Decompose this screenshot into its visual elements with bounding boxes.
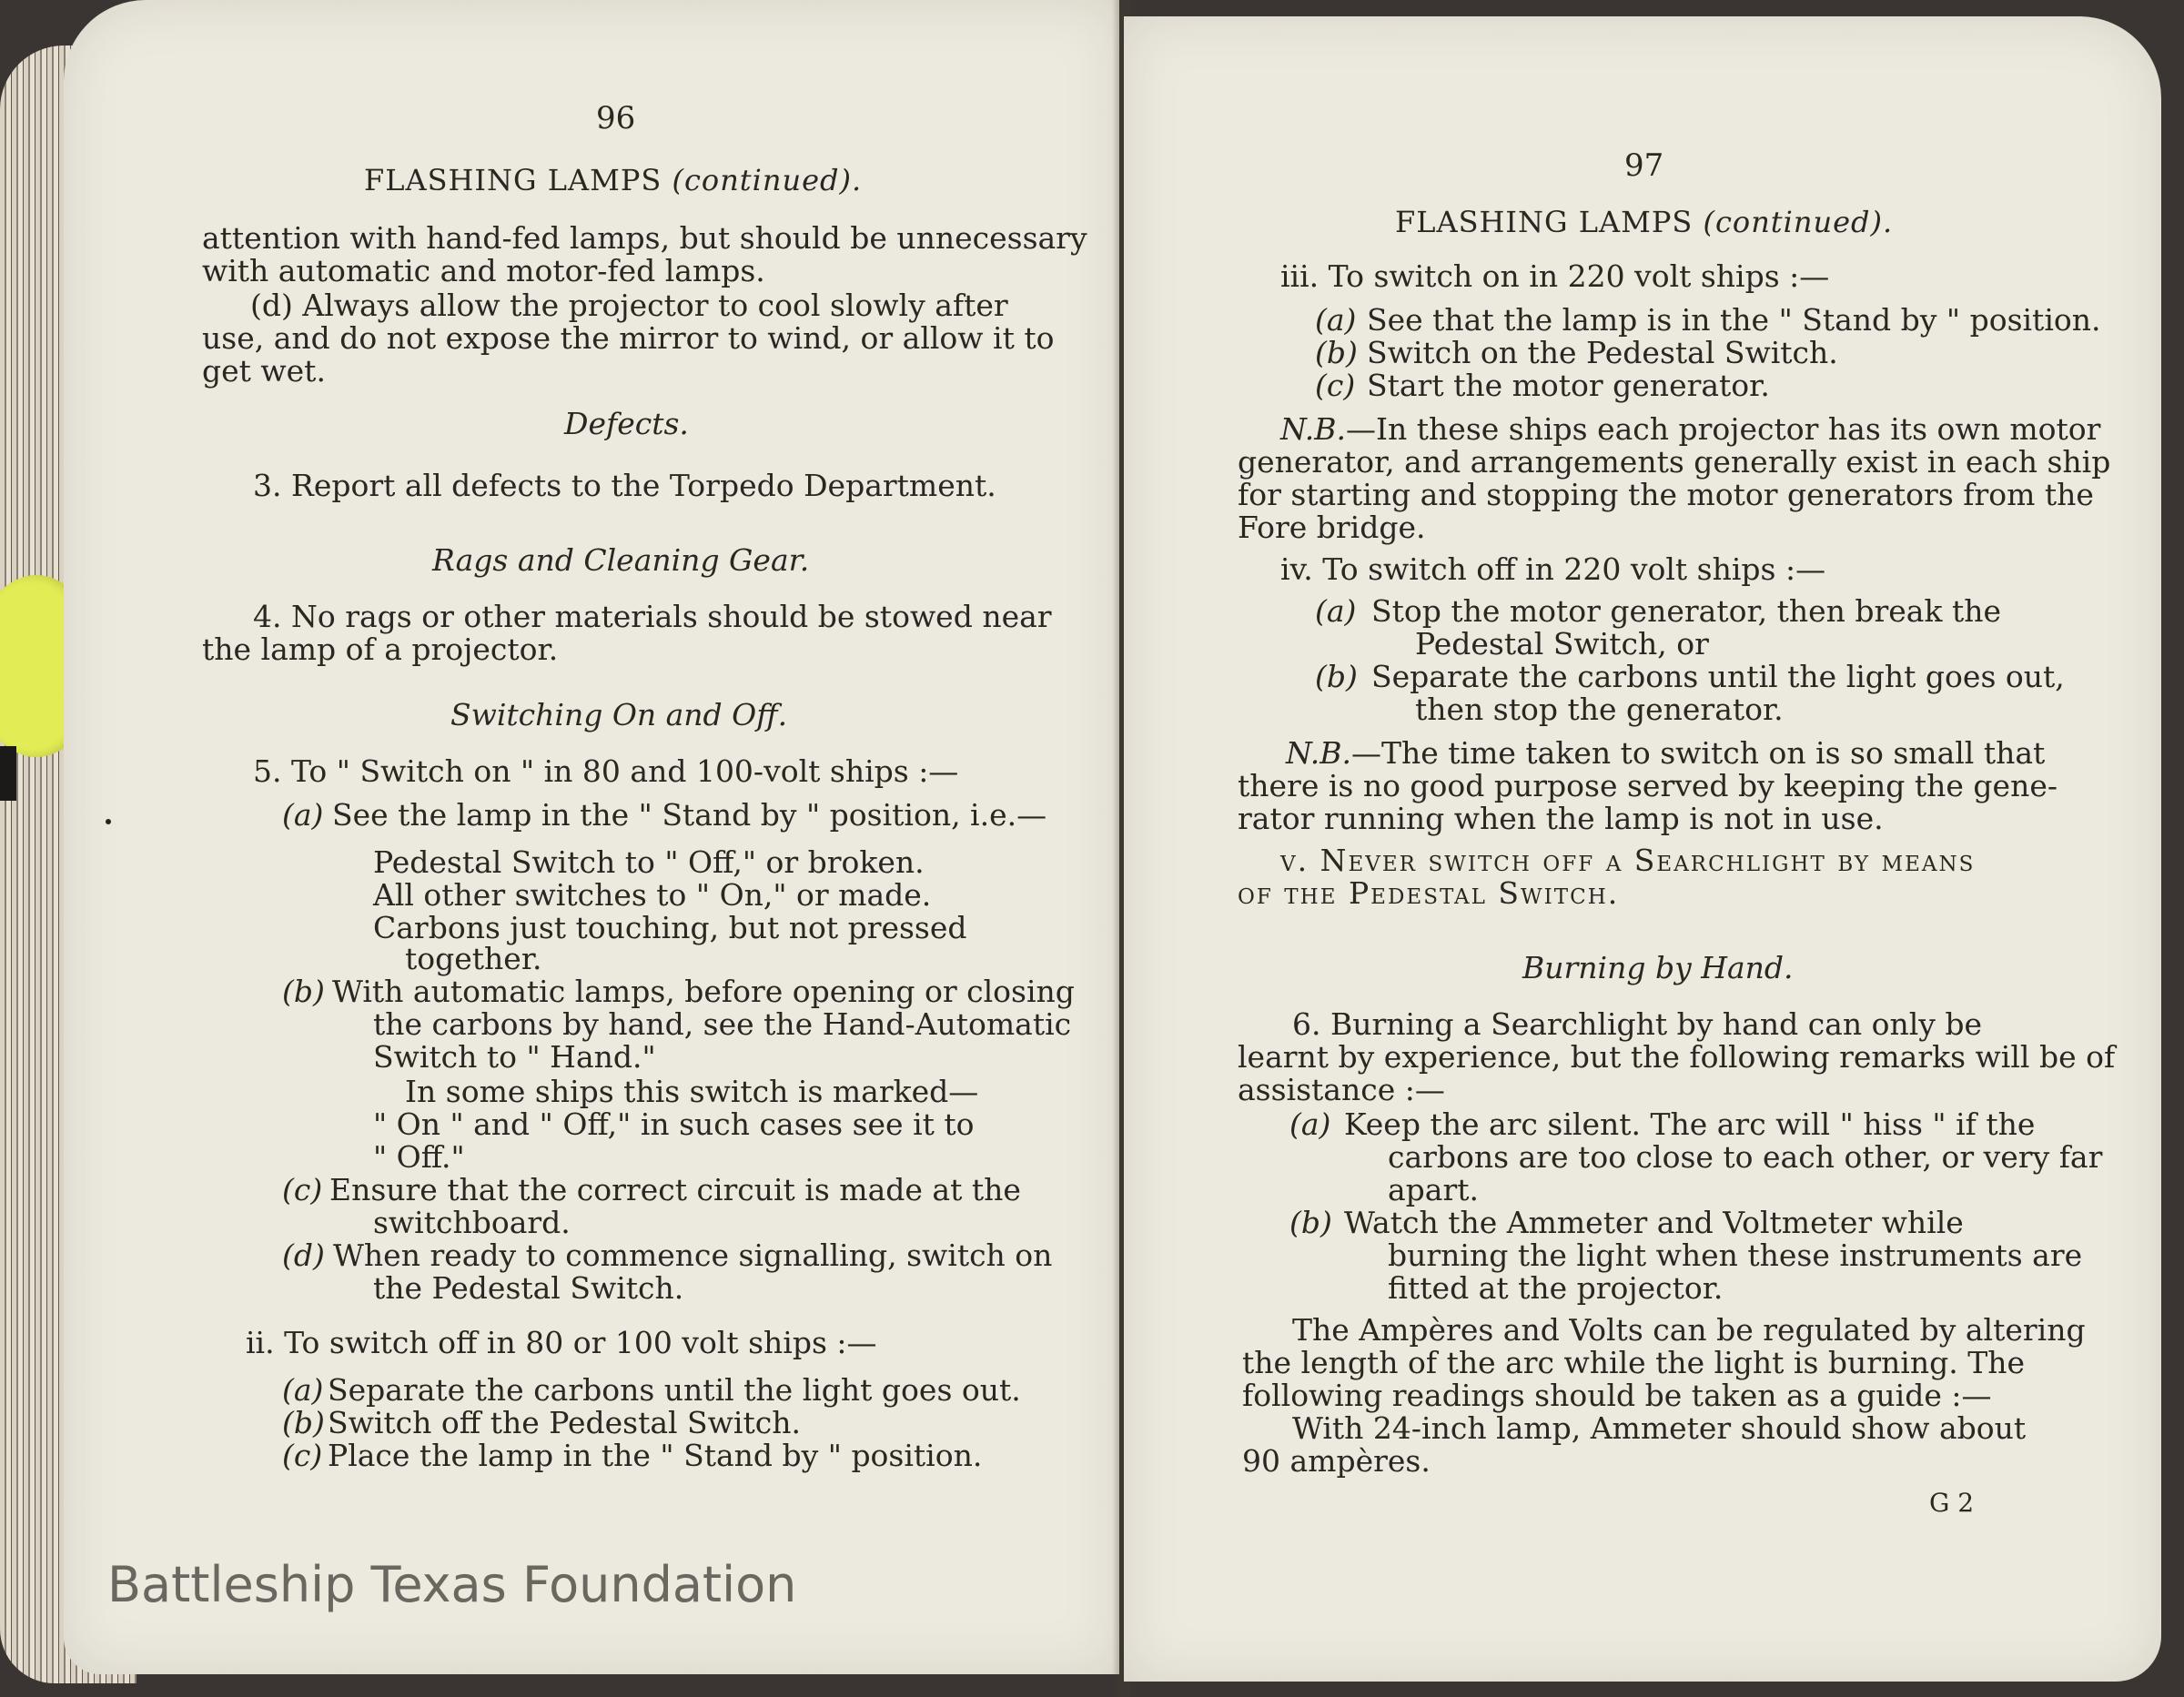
page-number: 97 — [1624, 147, 1664, 184]
item-label: (c) — [282, 1438, 323, 1473]
text-line: generator, and arrangements generally exist in each ship — [1238, 444, 2111, 480]
text-line: The Ampères and Volts can be regulated by altering — [1292, 1312, 2086, 1348]
text-line: carbons are too close to each other, or very far — [1388, 1139, 2103, 1175]
text-line: together. — [405, 941, 542, 976]
text-line: apart. — [1388, 1172, 1479, 1207]
section-heading: Rags and Cleaning Gear. — [432, 542, 810, 578]
text-line: the length of the arc while the light is burning. The — [1242, 1345, 2026, 1380]
text-line: In some ships this switch is marked— — [405, 1074, 979, 1109]
section-heading: Switching On and Off. — [450, 697, 788, 732]
text-line: assistance :— — [1238, 1072, 1445, 1107]
text-line: ii. To switch off in 80 or 100 volt ships :— — [246, 1325, 877, 1360]
text-line: attention with hand-fed lamps, but should be unnecessary — [202, 220, 1087, 256]
text-line: the Pedestal Switch. — [373, 1270, 684, 1306]
page-number: 96 — [596, 100, 636, 136]
item-label: (b) — [282, 1405, 325, 1440]
text-line: following readings should be taken as a guide :— — [1242, 1378, 1992, 1413]
text-line: iv. To switch off in 220 volt ships :— — [1280, 551, 1826, 587]
text-line: v. Never switch off a Searchlight by means — [1280, 843, 1976, 878]
text-line: Ensure that the correct circuit is made at the — [329, 1172, 1021, 1207]
item-label: (b) — [1289, 1205, 1332, 1240]
text-line: Keep the arc silent. The arc will " hiss " if the — [1344, 1106, 2036, 1142]
text-line: 4. No rags or other materials should be stowed near — [253, 599, 1052, 634]
text-line: the carbons by hand, see the Hand-Automatic — [373, 1006, 1072, 1042]
text-line: iii. To switch on in 220 volt ships :— — [1280, 258, 1830, 294]
text-line: 90 ampères. — [1242, 1443, 1431, 1479]
text-line: See the lamp in the " Stand by " position, i.e.— — [332, 797, 1047, 833]
page-heading: FLASHING LAMPS (continued). — [364, 163, 863, 197]
text-line: Separate the carbons until the light goes out. — [328, 1372, 1021, 1408]
text-line: get wet. — [202, 353, 326, 389]
text-line: Switch off the Pedestal Switch. — [328, 1405, 801, 1440]
item-label: (b) — [1315, 335, 1358, 370]
text-line: then stop the generator. — [1415, 692, 1784, 727]
text-line: Pedestal Switch, or — [1415, 626, 1709, 662]
text-line: Carbons just touching, but not pressed — [373, 910, 967, 945]
tab-shadow — [0, 746, 16, 801]
text-line: Watch the Ammeter and Voltmeter while — [1344, 1205, 1964, 1240]
item-label: (d) — [282, 1237, 325, 1273]
text-line: 3. Report all defects to the Torpedo Department. — [253, 468, 996, 503]
text-line: All other switches to " On," or made. — [373, 877, 932, 913]
text-line: of the Pedestal Switch. — [1238, 875, 1620, 911]
text-line: fitted at the projector. — [1388, 1270, 1724, 1306]
item-label: (c) — [282, 1172, 323, 1207]
text-line: there is no good purpose served by keeping the gene- — [1238, 768, 2058, 803]
text-line: With automatic lamps, before opening or closing — [332, 974, 1075, 1009]
text-line: Place the lamp in the " Stand by " position. — [328, 1438, 983, 1473]
section-heading: Burning by Hand. — [1522, 950, 1794, 985]
text-line: " On " and " Off," in such cases see it to — [373, 1106, 975, 1142]
text-line: (d) Always allow the projector to cool slowly after — [250, 288, 1008, 323]
item-label: (a) — [282, 1372, 324, 1408]
text-line: use, and do not expose the mirror to wind, or allow it to — [202, 320, 1055, 356]
text-line: With 24-inch lamp, Ammeter should show about — [1292, 1410, 2027, 1446]
item-label: (b) — [1315, 659, 1358, 694]
ink-speck — [106, 819, 111, 824]
text-line: Start the motor generator. — [1367, 368, 1770, 403]
section-heading: Defects. — [564, 406, 689, 441]
signature-mark: G 2 — [1929, 1488, 1975, 1518]
text-line: for starting and stopping the motor generators from the — [1238, 477, 2094, 512]
text-line: Separate the carbons until the light goes out, — [1371, 659, 2065, 694]
left-page — [64, 0, 1119, 1674]
item-label: (a) — [1315, 593, 1357, 629]
text-line: N.B.—The time taken to switch on is so small that — [1286, 735, 2046, 771]
item-label: (c) — [1315, 368, 1356, 403]
text-line: Switch to " Hand." — [373, 1039, 656, 1075]
text-line: See that the lamp is in the " Stand by " position. — [1367, 302, 2101, 338]
item-label: (a) — [1315, 302, 1357, 338]
text-line: 6. Burning a Searchlight by hand can only be — [1292, 1006, 1983, 1042]
text-line: with automatic and motor-fed lamps. — [202, 253, 765, 288]
text-line: " Off." — [373, 1139, 465, 1175]
item-label: (a) — [1289, 1106, 1331, 1142]
text-line: Stop the motor generator, then break the — [1371, 593, 2002, 629]
text-line: Pedestal Switch to " Off," or broken. — [373, 844, 925, 880]
text-line: Fore bridge. — [1238, 510, 1426, 545]
item-label: (b) — [282, 974, 325, 1009]
text-line: rator running when the lamp is not in use. — [1238, 801, 1884, 836]
page-heading: FLASHING LAMPS (continued). — [1395, 205, 1894, 239]
watermark: Battleship Texas Foundation — [107, 1556, 797, 1613]
text-line: Switch on the Pedestal Switch. — [1367, 335, 1838, 370]
right-page — [1124, 16, 2161, 1682]
text-line: the lamp of a projector. — [202, 631, 559, 667]
text-line: burning the light when these instruments are — [1388, 1237, 2083, 1273]
text-line: learnt by experience, but the following remarks will be of — [1238, 1039, 2116, 1075]
item-label: (a) — [282, 797, 324, 833]
text-line: switchboard. — [373, 1205, 571, 1240]
text-line: 5. To " Switch on " in 80 and 100-volt ships :— — [253, 753, 959, 789]
text-line: When ready to commence signalling, switch on — [333, 1237, 1053, 1273]
text-line: N.B.—In these ships each projector has its own motor — [1280, 411, 2101, 447]
